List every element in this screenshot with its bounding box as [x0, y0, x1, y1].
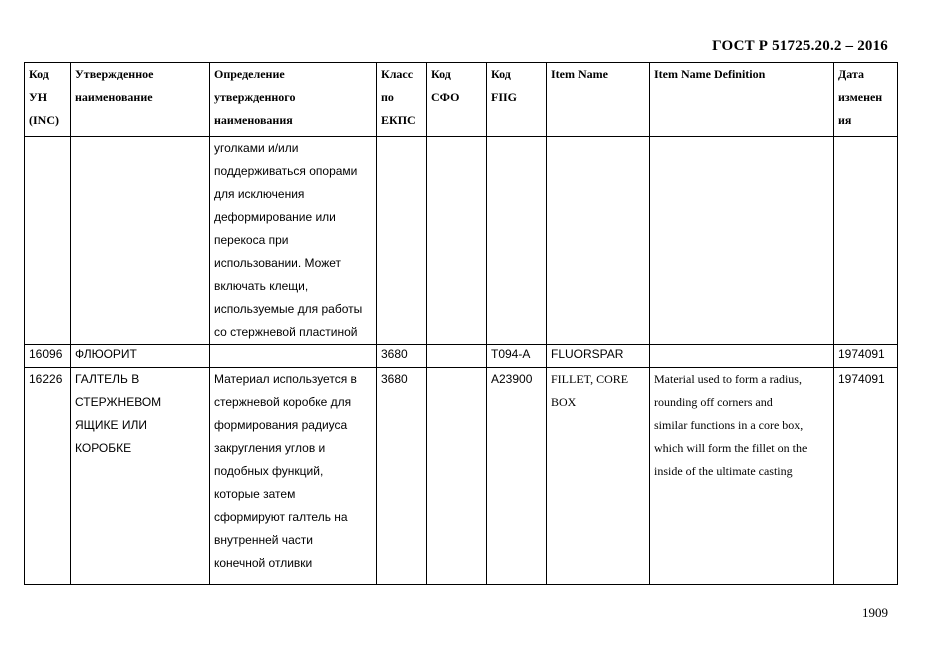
header-sfo-code: Код СФО	[427, 63, 487, 137]
cell-approved-name	[71, 137, 210, 345]
header-fiig-code: Код FIIG	[487, 63, 547, 137]
cell-change-date	[834, 137, 898, 345]
cell-code-inc: 16096	[25, 345, 71, 368]
cell-approved-name: ФЛЮОРИТ	[71, 345, 210, 368]
cell-sfo-code	[427, 345, 487, 368]
cell-ekps-class	[377, 137, 427, 345]
table-row-continued	[25, 137, 898, 345]
cell-code-inc	[25, 137, 71, 345]
cell-item-name: FILLET, CORE BOX	[547, 368, 650, 585]
header-definition: Определение утвержденного наименования	[210, 63, 377, 137]
cell-item-name: FLUORSPAR	[547, 345, 650, 368]
cell-sfo-code	[427, 368, 487, 585]
cell-fiig-code: T094-A	[487, 345, 547, 368]
header-approved-name: Утвержденное наименование	[71, 63, 210, 137]
page-number: 1909	[862, 605, 888, 620]
header-item-name-definition: Item Name Definition	[650, 63, 834, 137]
document-title: ГОСТ Р 51725.20.2 – 2016	[712, 38, 888, 54]
cell-change-date: 1974091	[834, 368, 898, 585]
cell-ekps-class: 3680	[377, 368, 427, 585]
header-item-name: Item Name	[547, 63, 650, 137]
nomenclature-table	[24, 62, 898, 585]
cell-fiig-code: A23900	[487, 368, 547, 585]
cell-definition	[210, 345, 377, 368]
header-ekps-class: Класс по ЕКПС	[377, 63, 427, 137]
cell-fiig-code	[487, 137, 547, 345]
cell-item-name-definition	[650, 345, 834, 368]
cell-definition: Материал используется в стержневой коробке для формирования радиуса закругления углов и подобных функций, которые затем сформируют галтель на внутренней части конечной отливки	[210, 368, 377, 585]
cell-change-date: 1974091	[834, 345, 898, 368]
cell-sfo-code	[427, 137, 487, 345]
header-code-inc: Код УН (INC)	[25, 63, 71, 137]
cell-code-inc: 16226	[25, 368, 71, 585]
table-row	[25, 368, 898, 585]
cell-definition: уголками и/или поддерживаться опорами для исключения деформирование или перекоса при использовании. Может включать клещи, используемые для работы со стержневой пластиной	[210, 137, 377, 345]
cell-item-name	[547, 137, 650, 345]
cell-item-name-definition	[650, 137, 834, 345]
cell-ekps-class: 3680	[377, 345, 427, 368]
table-row	[25, 345, 898, 368]
cell-approved-name: ГАЛТЕЛЬ В СТЕРЖНЕВОМ ЯЩИКЕ ИЛИ КОРОБКЕ	[71, 368, 210, 585]
header-change-date: Дата изменен ия	[834, 63, 898, 137]
table-header-row	[25, 63, 898, 137]
cell-item-name-definition: Material used to form a radius, rounding off corners and similar functions in a core box, which will form the fillet on the inside of the ultimate casting	[650, 368, 834, 585]
